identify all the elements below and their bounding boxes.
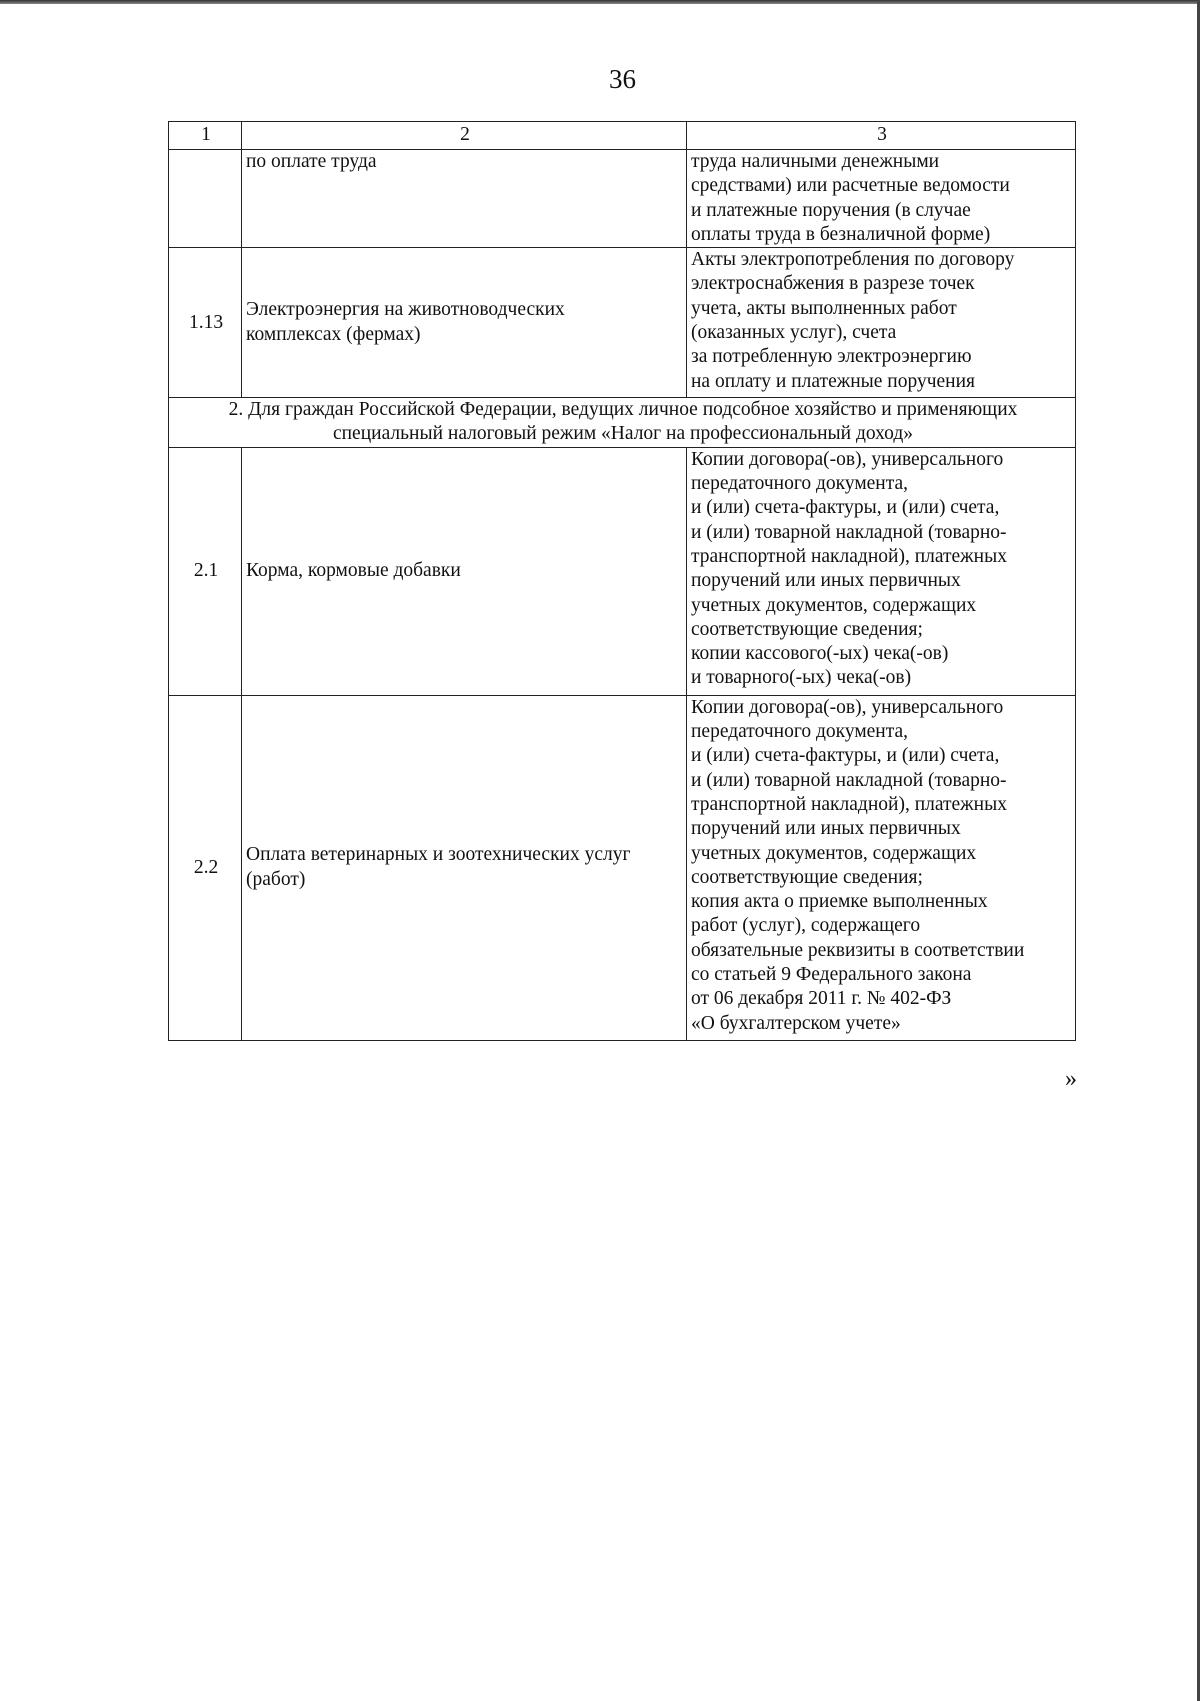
required-documents: Акты электропотребления по договору электроснабжения в разрезе точек учета, акты выполненных работ (оказанных услуг), счета за потребленную электроэнергию на оплату и платежные поручения xyxy=(687,248,1076,398)
required-documents: Копии договора(-ов), универсального передаточного документа, и (или) счета-фактуры, и (или) счета, и (или) товарной накладной (товарно- транспортной накладной), платежных поручений или иных первичных учетных документов, содержащих соответствующие сведения; копии кассового(-ых) чека(-ов) и товарного(-ых) чека(-ов) xyxy=(687,447,1076,695)
header-col-2: 2 xyxy=(242,122,687,150)
scan-top-edge xyxy=(0,0,1200,4)
header-col-1: 1 xyxy=(169,122,242,150)
required-documents: труда наличными денежными средствами) или расчетные ведомости и платежные поручения (в случае оплаты труда в безналичной форме) xyxy=(687,150,1076,248)
section-header-row xyxy=(169,398,1076,448)
page-number: 36 xyxy=(609,64,636,94)
row-number: 2.1 xyxy=(169,447,242,695)
required-documents: Копии договора(-ов), универсального передаточного документа, и (или) счета-фактуры, и (или) счета, и (или) товарной накладной (товарно- транспортной накладной), платежных поручений или иных первичных учетных документов, содержащих соответствующие сведения; копия акта о приемке выполненных работ (услуг), содержащего обязательные реквизиты в соответствии со статьей 9 Федерального закона от 06 декабря 2011 г. № 402-ФЗ «О бухгалтерском учете» xyxy=(687,695,1076,1040)
row-number: 1.13 xyxy=(169,248,242,398)
document-table xyxy=(168,121,1076,1041)
table-row xyxy=(169,150,1076,248)
table-row xyxy=(169,447,1076,695)
closing-quote: » xyxy=(1065,1066,1077,1092)
table-row xyxy=(169,695,1076,1040)
table-header-row xyxy=(169,122,1076,150)
expense-name: Электроэнергия на животноводческих комплексах (фермах) xyxy=(242,248,687,398)
expense-name: Оплата ветеринарных и зоотехнических услуг (работ) xyxy=(242,695,687,1040)
expense-name: Корма, кормовые добавки xyxy=(242,447,687,695)
expense-name: по оплате труда xyxy=(242,150,687,248)
row-number: 2.2 xyxy=(169,695,242,1040)
section-2-title: 2. Для граждан Российской Федерации, ведущих личное подсобное хозяйство и применяющих специальный налоговый режим «Налог на профессиональный доход» xyxy=(169,398,1076,448)
table-row xyxy=(169,248,1076,398)
header-col-3: 3 xyxy=(687,122,1076,150)
row-number xyxy=(169,150,242,248)
